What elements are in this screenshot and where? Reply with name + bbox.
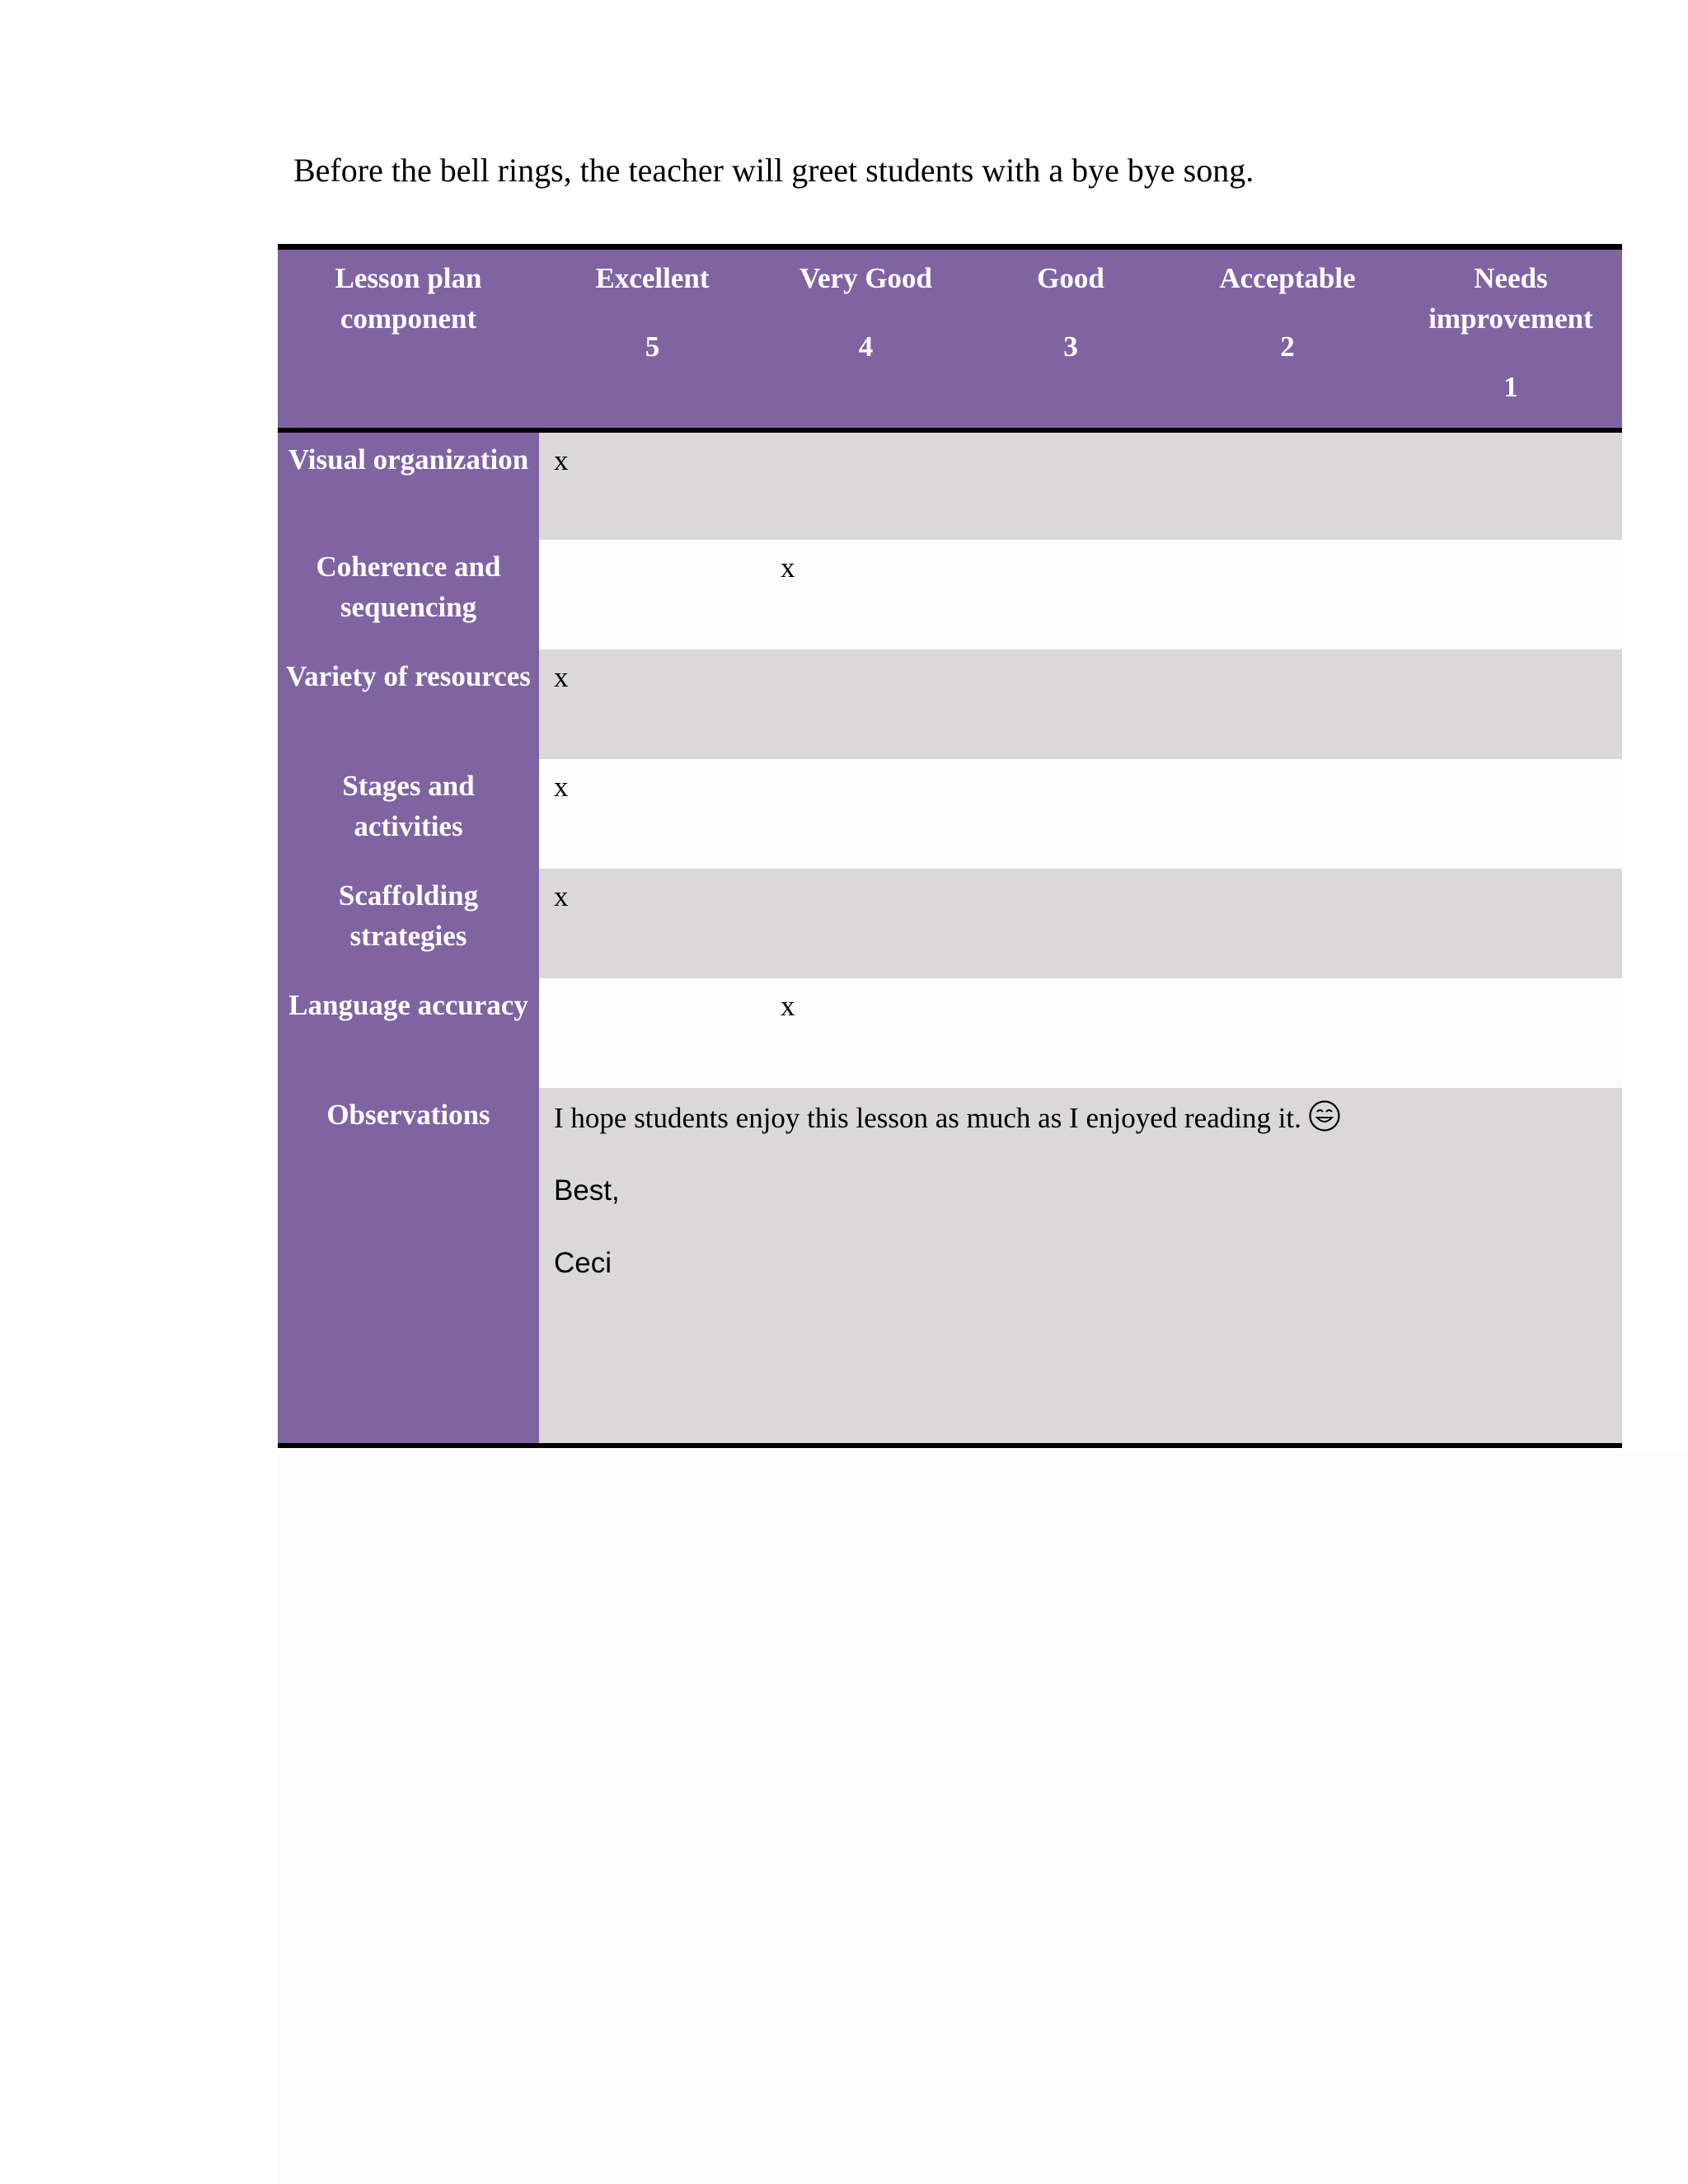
observations-row	[278, 1088, 1622, 1446]
observations-signature: Ceci	[554, 1246, 612, 1279]
observations-label: Observations	[278, 1088, 539, 1446]
intro-paragraph: Before the bell rings, the teacher will greet students with a bye bye song.	[293, 152, 1254, 189]
rating-cell	[1400, 649, 1622, 759]
rating-cell	[1175, 540, 1400, 649]
header-level-score: 2	[1280, 330, 1295, 363]
observations-text-line	[554, 1099, 1607, 1137]
header-level-label: Very Good	[799, 262, 933, 294]
header-level-acceptable	[1175, 247, 1400, 430]
row-component: Coherence and sequencing	[278, 540, 539, 649]
rating-cell: x	[539, 869, 766, 978]
rating-cell	[1175, 759, 1400, 869]
header-level-excellent	[539, 247, 766, 430]
rating-cell	[1175, 430, 1400, 540]
row-component: Variety of resources	[278, 649, 539, 759]
header-level-label: Excellent	[595, 262, 710, 294]
rating-cell	[1400, 540, 1622, 649]
rating-cell: x	[766, 978, 966, 1088]
rating-cell	[1175, 978, 1400, 1088]
rubric-row	[278, 430, 1622, 540]
row-component: Language accuracy	[278, 978, 539, 1088]
rubric-table	[278, 244, 1622, 1448]
rating-cell	[1400, 978, 1622, 1088]
rubric-row	[278, 978, 1622, 1088]
rubric-row	[278, 759, 1622, 869]
observations-signoff: Best,	[554, 1174, 620, 1207]
rubric-row	[278, 649, 1622, 759]
rating-cell	[1400, 759, 1622, 869]
header-component	[278, 247, 539, 430]
rating-cell	[966, 540, 1175, 649]
row-component: Scaffolding strategies	[278, 869, 539, 978]
header-level-label: Good	[1037, 262, 1104, 294]
smiling-face-icon	[1308, 1099, 1341, 1132]
rating-cell	[766, 759, 966, 869]
header-level-label: Acceptable	[1219, 262, 1356, 294]
rating-cell	[1400, 430, 1622, 540]
header-level-score: 1	[1503, 371, 1518, 403]
header-level-score: 3	[1063, 330, 1078, 363]
header-component-label: Lesson plan component	[335, 262, 482, 335]
header-level-very-good	[766, 247, 966, 430]
rubric-row	[278, 540, 1622, 649]
rating-cell	[1175, 869, 1400, 978]
rubric-header-row	[278, 247, 1622, 430]
rating-cell	[766, 649, 966, 759]
rating-cell: x	[539, 649, 766, 759]
header-level-score: 4	[858, 330, 874, 363]
rating-cell: x	[539, 430, 766, 540]
rating-cell	[766, 430, 966, 540]
rating-cell	[966, 759, 1175, 869]
observations-sentence: I hope students enjoy this lesson as much as I enjoyed reading it.	[554, 1101, 1301, 1134]
header-level-label: Needs improvement	[1428, 262, 1593, 335]
rating-cell: x	[766, 540, 966, 649]
header-level-needs-improvement	[1400, 247, 1622, 430]
rating-cell	[1175, 649, 1400, 759]
page-shade	[278, 1454, 1688, 2184]
rating-cell	[539, 540, 766, 649]
rating-cell	[766, 869, 966, 978]
rating-cell: x	[539, 759, 766, 869]
rating-cell	[966, 649, 1175, 759]
row-component: Visual organization	[278, 430, 539, 540]
header-level-good	[966, 247, 1175, 430]
header-level-score: 5	[645, 330, 660, 363]
rubric-row	[278, 869, 1622, 978]
rating-cell	[966, 869, 1175, 978]
rating-cell	[539, 978, 766, 1088]
row-component: Stages and activities	[278, 759, 539, 869]
rating-cell	[966, 430, 1175, 540]
rating-cell	[966, 978, 1175, 1088]
rating-cell	[1400, 869, 1622, 978]
observations-cell	[539, 1088, 1622, 1446]
